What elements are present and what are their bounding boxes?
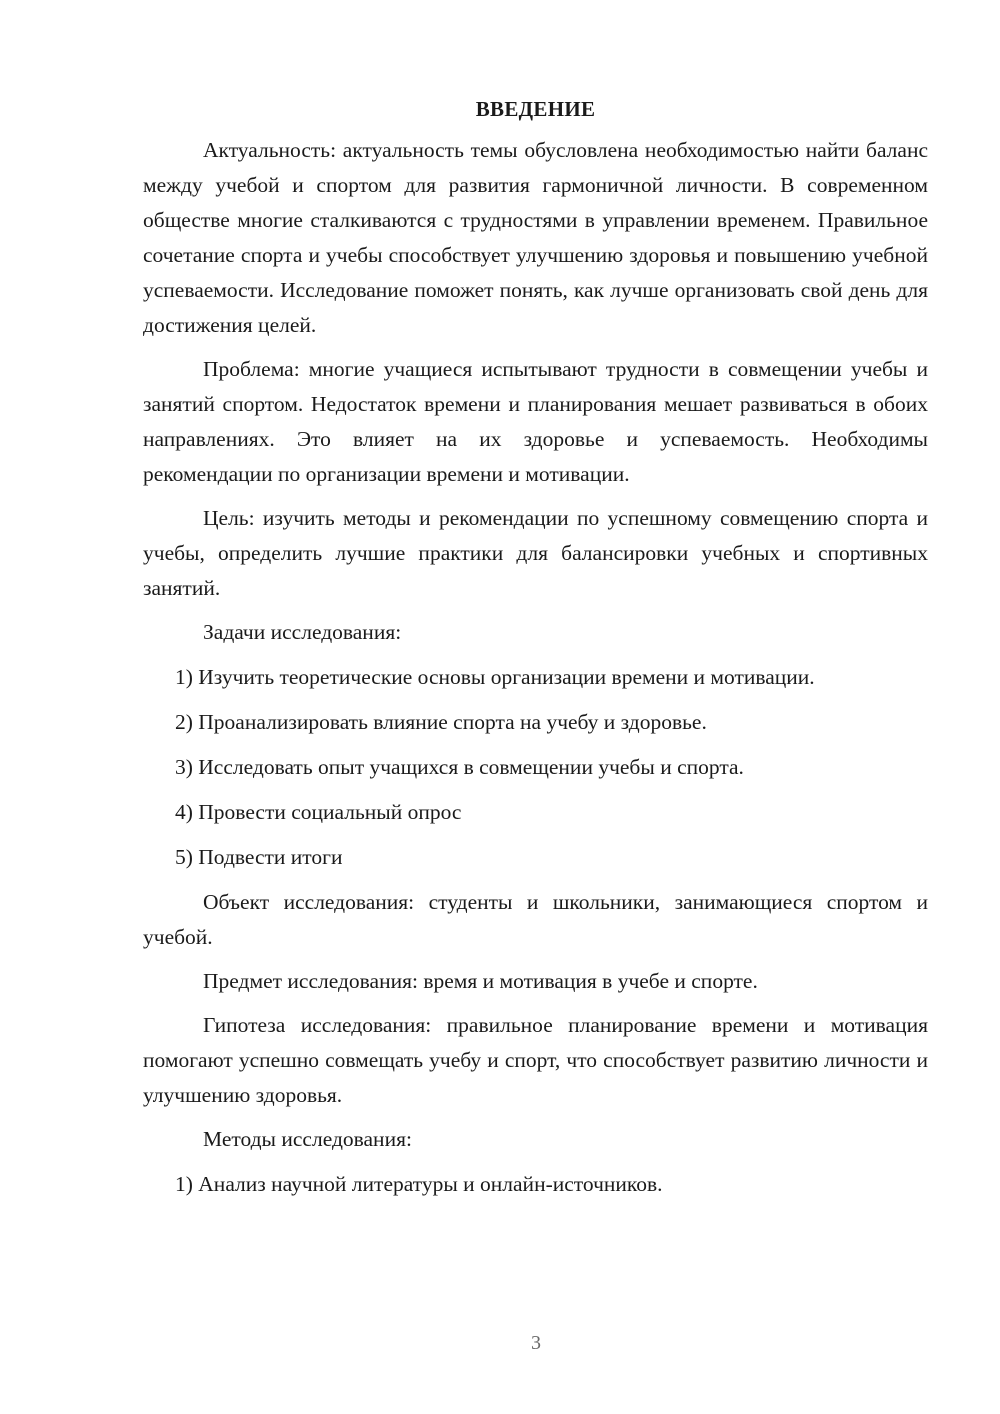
tasks-heading: Задачи исследования: bbox=[203, 620, 402, 644]
methods-heading: Методы исследования: bbox=[203, 1127, 412, 1151]
document-page bbox=[143, 92, 928, 1212]
page-number: 3 bbox=[531, 1332, 541, 1354]
list-item: 2) Проанализировать влияние спорта на учебу и здоровье. bbox=[175, 710, 707, 734]
list-item: 1) Анализ научной литературы и онлайн-источников. bbox=[175, 1172, 663, 1196]
paragraph-goal: Цель: изучить методы и рекомендации по успешному совмещению спорта и учебы, определить лучшие практики для балансировки учебных и спортивных занятий. bbox=[143, 506, 928, 600]
methods-list bbox=[143, 1167, 928, 1202]
list-item: 5) Подвести итоги bbox=[175, 845, 343, 869]
tasks-list bbox=[143, 660, 928, 875]
paragraph-object: Объект исследования: студенты и школьники, занимающиеся спортом и учебой. bbox=[143, 890, 928, 949]
list-item: 3) Исследовать опыт учащихся в совмещении учебы и спорта. bbox=[175, 755, 744, 779]
paragraph-relevance: Актуальность: актуальность темы обусловлена необходимостью найти баланс между учебой и спортом для развития гармоничной личности. В современном обществе многие сталкиваются с трудностями в управлении временем. Правильное сочетание спорта и учебы способствует улучшению здоровья и повышению учебной успеваемости. Исследование поможет понять, как лучше организовать свой день для достижения целей. bbox=[143, 138, 928, 337]
paragraph-hypothesis: Гипотеза исследования: правильное планирование времени и мотивация помогают успешно совмещать учебу и спорт, что способствует развитию личности и улучшению здоровья. bbox=[143, 1013, 928, 1107]
paragraph-subject: Предмет исследования: время и мотивация в учебе и спорте. bbox=[203, 969, 758, 993]
list-item: 1) Изучить теоретические основы организации времени и мотивации. bbox=[175, 665, 815, 689]
paragraph-problem: Проблема: многие учащиеся испытывают трудности в совмещении учебы и занятий спортом. Недостаток времени и планирования мешает развиваться в обоих направлениях. Это влияет на их здоровье и успеваемость. Необходимы рекомендации по организации времени и мотивации. bbox=[143, 357, 928, 486]
list-item: 4) Провести социальный опрос bbox=[175, 800, 462, 824]
section-title: ВВЕДЕНИЕ bbox=[475, 97, 596, 121]
